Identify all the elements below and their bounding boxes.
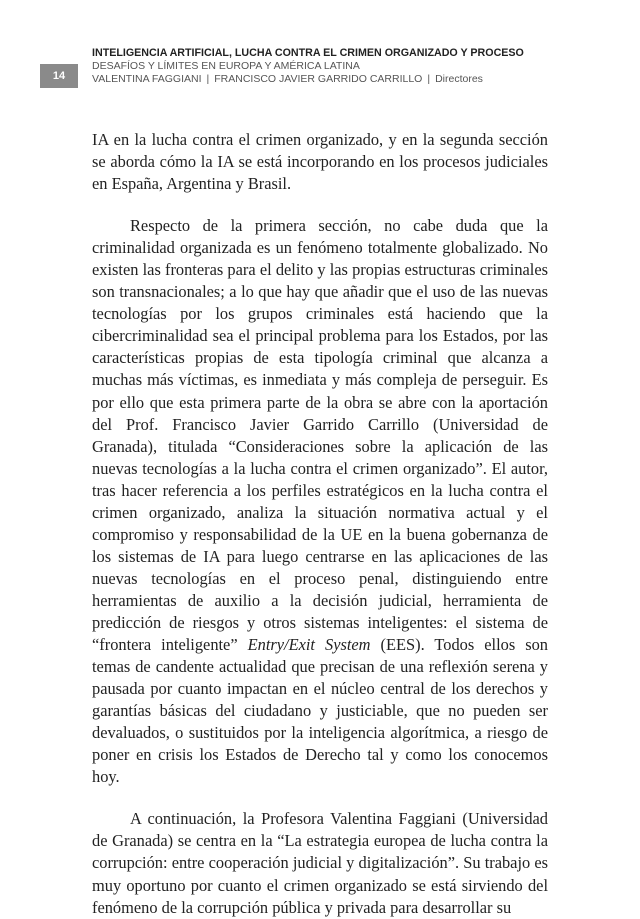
page-number: 14 — [40, 64, 78, 88]
separator: | — [206, 73, 210, 85]
editor-name: VALENTINA FAGGIANI — [92, 73, 202, 85]
book-title: INTELIGENCIA ARTIFICIAL, LUCHA CONTRA EL CRIMEN ORGANIZADO Y PROCESO — [92, 47, 524, 59]
book-subtitle: DESAFÍOS Y LÍMITES EN EUROPA Y AMÉRICA LATINA — [92, 60, 360, 72]
running-header — [92, 47, 612, 86]
editors-role: Directores — [435, 73, 483, 85]
paragraph: A continuación, la Profesora Valentina Faggiani (Universidad de Granada) se centra en la “La estrategia europea de lucha contra la corrupción: entre cooperación judicial y digitalización”. Su trabajo es muy oportuno por cuanto el crimen organizado se está sirviendo del fenómeno de la corrupción pública y privada para desarrollar su — [92, 809, 548, 917]
paragraph — [92, 215, 548, 788]
italic-term: Entry/Exit System — [247, 635, 371, 655]
editor-name: FRANCISCO JAVIER GARRIDO CARRILLO — [214, 73, 423, 85]
paragraph-text: (EES). Todos ellos son temas de candente actualidad que precisan de una reflexión serena y pausada por cuanto impactan en el núcleo central de los derechos y garantías básicas del ciudadano y justiciable, que no pueden ser devaluados, o sustituidos por la inteligencia algorítmica, a riesgo de poner en crisis los Estados de Derecho tal y como los conocemos hoy. — [92, 635, 548, 787]
body-text — [92, 129, 548, 919]
paragraph: IA en la lucha contra el crimen organizado, y en la segunda sección se aborda cómo la IA se está incorporando en los procesos judiciales en España, Argentina y Brasil. — [92, 130, 548, 194]
paragraph-text: Respecto de la primera sección, no cabe duda que la criminalidad organizada es un fenómeno totalmente globalizado. No existen las fronteras para el delito y las propias estructuras criminales son transnacionales; a lo que hay que añadir que el uso de las nuevas tecnologías por los grupos criminales está haciendo que la cibercriminalidad sea el principal problema para los Estados, por las características propias de esta tipología criminal que alcanza a muchas más víctimas, es inmediata y más compleja de perseguir. Es por ello que esta primera parte de la obra se abre con la aportación del Prof. Francisco Javier Garrido Carrillo (Universidad de Granada), titulada “Consideraciones sobre la aplicación de las nuevas tecnologías a la lucha contra el crimen organizado”. El autor, tras hacer referencia a los perfiles estratégicos en la lucha contra el crimen organizado, analiza la situación normativa actual y el compromiso y responsabilidad de la UE en la buena gobernanza de los sistemas de IA para luego centrarse en las aplicaciones de las nuevas tecnologías en el proceso penal, distinguiendo entre herramientas de auxilio a la decisión judicial, herramienta de predicción de riesgos y otros sistemas inteligentes: el sistema de “frontera inteligente” — [92, 216, 548, 655]
separator: | — [427, 73, 431, 85]
editors-line — [92, 73, 612, 86]
